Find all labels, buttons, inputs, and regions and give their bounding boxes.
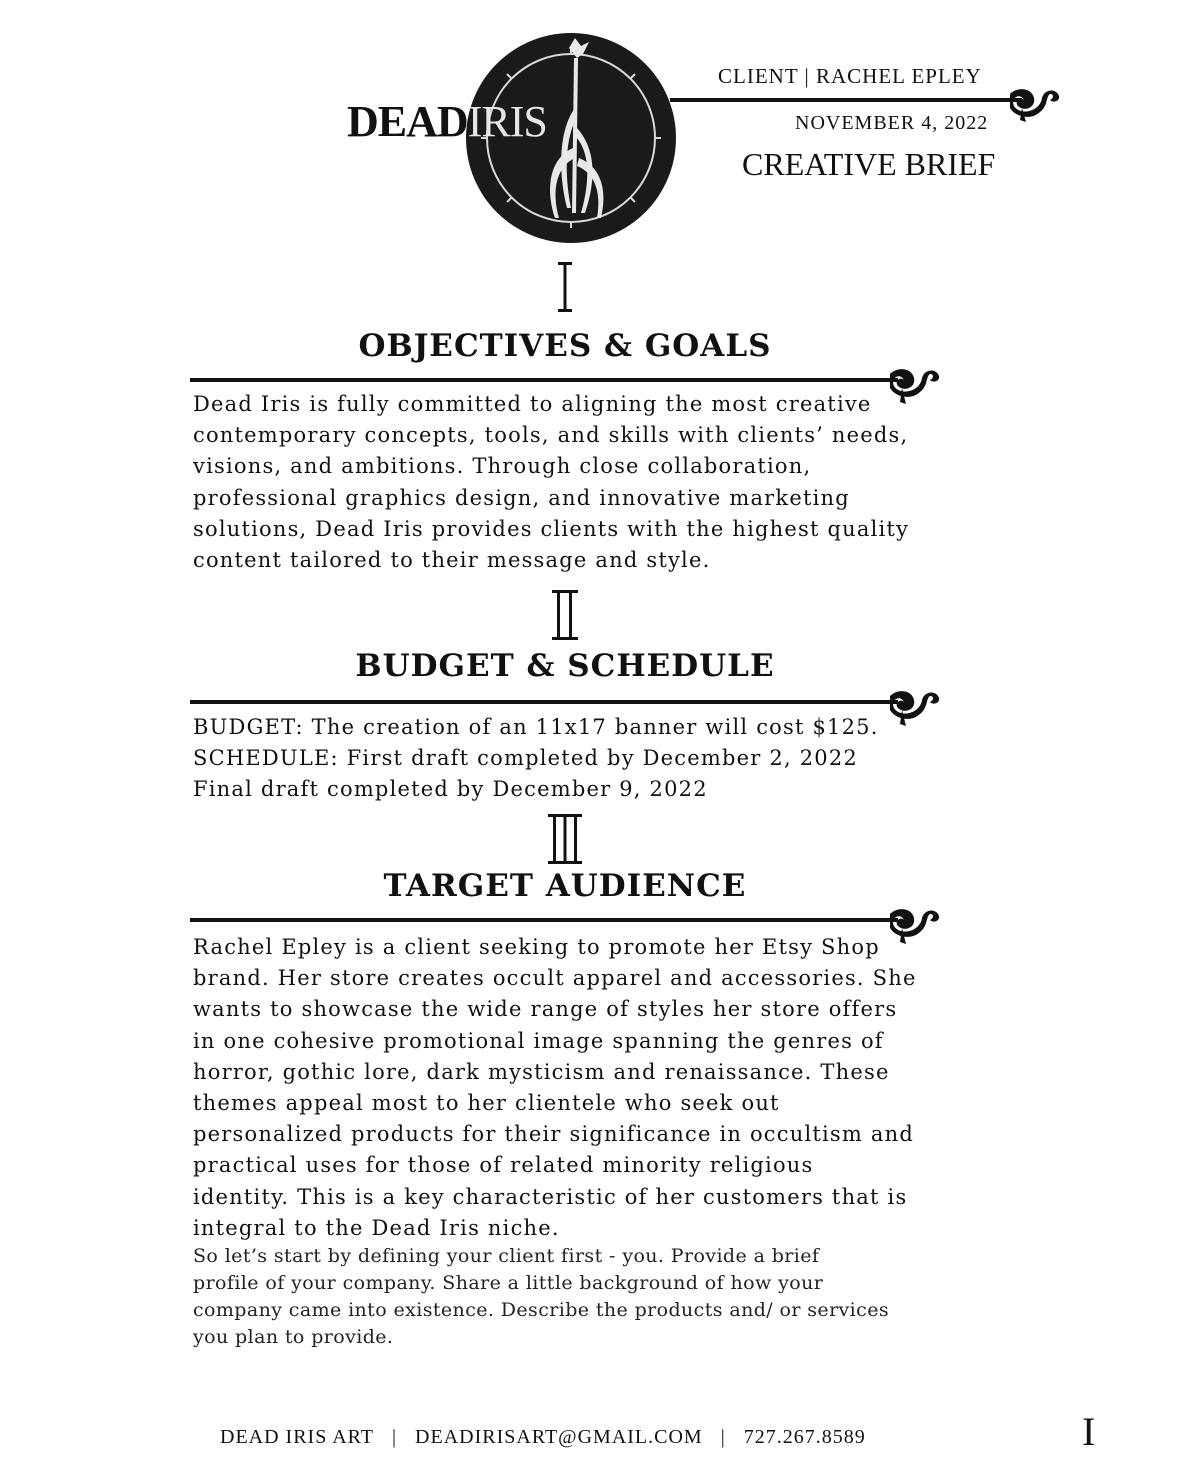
body-line: practical uses for those of related minority religious — [193, 1153, 814, 1178]
body-line: Rachel Epley is a client seeking to promote her Etsy Shop — [193, 935, 880, 959]
page-title: CREATIVE BRIEF — [742, 146, 996, 182]
page-number: I — [1082, 1409, 1096, 1454]
note-line: you plan to provide. — [193, 1326, 394, 1348]
body-line: themes appeal most to her clientele who seek out — [193, 1091, 780, 1116]
objectives-body — [193, 389, 953, 576]
section-numeral — [0, 262, 1130, 316]
section-title: BUDGET & SCHEDULE — [355, 648, 775, 684]
body-line: integral to the Dead Iris niche. — [193, 1215, 560, 1240]
footer-separator: | — [392, 1426, 398, 1448]
body-line: horror, gothic lore, dark mysticism and renaissance. These — [193, 1059, 890, 1084]
body-line: personalized products for their significance in occultism and — [193, 1122, 914, 1147]
body-line: brand. Her store creates occult apparel and accessories. She — [193, 966, 917, 991]
body-line: wants to showcase the wide range of styles her store offers — [193, 997, 898, 1022]
body-line: in one cohesive promotional image spanning the genres of — [193, 1028, 884, 1053]
section-numeral — [0, 590, 1130, 644]
footer — [220, 1426, 980, 1449]
note-line: company came into existence. Describe the products and/ or services — [193, 1299, 889, 1321]
note-line: So let’s start by defining your client first - you. Provide a brief — [193, 1245, 820, 1267]
budget-body — [193, 712, 953, 806]
dead-iris-logo — [345, 18, 685, 248]
section-title: TARGET AUDIENCE — [383, 868, 747, 904]
client-line: CLIENT | RACHEL EPLEY — [718, 64, 982, 88]
body-line: solutions, Dead Iris provides clients with the highest quality — [193, 516, 910, 541]
body-line: Dead Iris is fully committed to aligning the most creative — [193, 392, 872, 416]
body-line: identity. This is a key characteristic of her customers that is — [193, 1184, 908, 1209]
footer-phone[interactable]: 727.267.8589 — [743, 1426, 866, 1448]
body-line: SCHEDULE: First draft completed by December 2, 2022 — [193, 746, 858, 771]
audience-body — [193, 932, 953, 1244]
body-line: content tailored to their message and style. — [193, 548, 711, 573]
body-line: contemporary concepts, tools, and skills with clients’ needs, — [193, 423, 909, 448]
section-numeral — [0, 814, 1130, 868]
logo-text: DEADIRIS — [347, 97, 547, 146]
template-note — [193, 1243, 953, 1351]
body-line: BUDGET: The creation of an 11x17 banner will cost $125. — [193, 715, 879, 739]
footer-email[interactable]: DEADIRISART@GMAIL.COM — [415, 1426, 703, 1448]
scroll-flourish-icon — [1010, 89, 1059, 122]
date-line: NOVEMBER 4, 2022 — [795, 112, 989, 134]
footer-separator: | — [720, 1426, 726, 1448]
footer-company: DEAD IRIS ART — [220, 1426, 375, 1448]
section-title: OBJECTIVES & GOALS — [358, 328, 772, 364]
note-line: profile of your company. Share a little background of how your — [193, 1272, 824, 1294]
body-line: Final draft completed by December 9, 2022 — [193, 777, 708, 802]
body-line: visions, and ambitions. Through close collaboration, — [193, 454, 812, 479]
body-line: professional graphics design, and innovative marketing — [193, 485, 850, 510]
